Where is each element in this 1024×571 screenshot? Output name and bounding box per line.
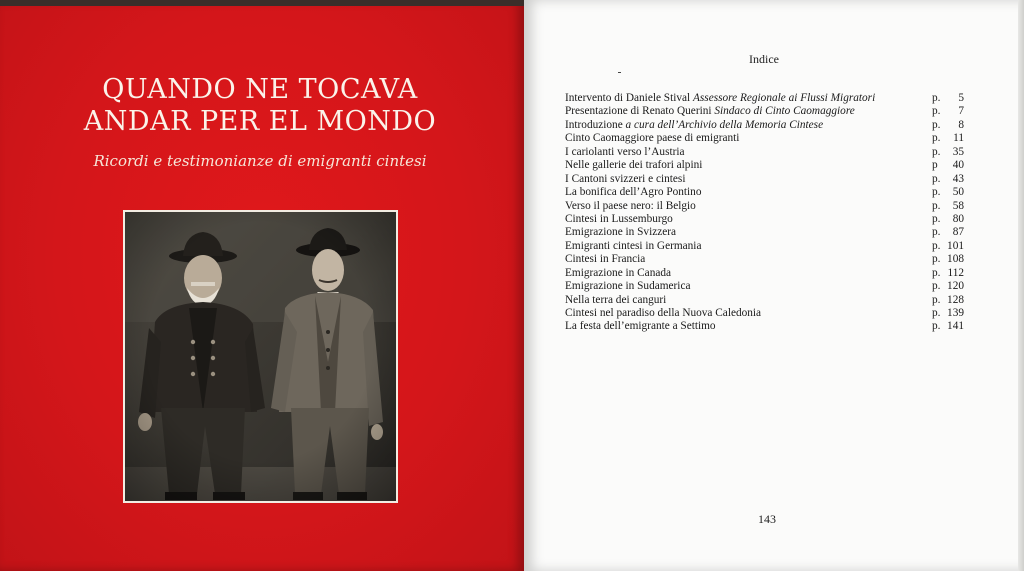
toc-entry-title-italic: Assessore Regionale ai Flussi Migratori — [693, 92, 876, 104]
page-heading: Indice — [749, 52, 779, 66]
table-of-contents — [565, 92, 995, 334]
toc-entry-page-number: 5 — [958, 92, 964, 104]
toc-entry-title — [565, 132, 739, 145]
toc-entry — [565, 132, 995, 145]
toc-entry — [565, 307, 995, 320]
toc-entry-title-text: Emigrazione in Sudamerica — [565, 280, 691, 293]
toc-entry-page-prefix: p. — [932, 212, 941, 225]
index-page — [524, 0, 1024, 571]
toc-entry-title-text: Nelle gallerie dei trafori alpini — [565, 159, 703, 172]
toc-entry-title — [565, 173, 685, 186]
toc-entry-page-number: 120 — [947, 280, 964, 293]
toc-entry-page-prefix: p. — [932, 226, 941, 239]
cover-title-line-1: QUANDO NE TOCAVA — [102, 74, 418, 105]
page-speck — [618, 72, 621, 73]
toc-entry — [565, 186, 995, 199]
toc-entry-title — [565, 267, 671, 280]
toc-entry-title — [565, 280, 690, 293]
toc-entry-title-text: Nella terra dei canguri — [565, 293, 667, 306]
toc-entry-title-text: Emigranti cintesi in Germania — [565, 239, 702, 252]
toc-entry-title — [565, 119, 823, 132]
toc-entry-title — [565, 159, 702, 172]
toc-entry — [565, 226, 995, 239]
toc-entry-title — [565, 200, 696, 213]
toc-entry-title-text: Cintesi nel paradiso della Nuova Caledonia — [565, 307, 762, 319]
toc-entry-title-text: I cariolanti verso l’Austria — [565, 145, 685, 158]
toc-entry — [565, 92, 995, 105]
toc-entry-title — [565, 320, 716, 333]
toc-entry-title — [565, 105, 855, 118]
toc-entry-title — [565, 186, 701, 199]
toc-entry-title-text: Emigrazione in Svizzera — [565, 226, 677, 239]
toc-entry — [565, 280, 995, 293]
toc-entry-page-number: 108 — [947, 253, 964, 266]
toc-entry-page-number: 43 — [952, 172, 964, 185]
toc-entry-page-prefix: p. — [932, 307, 941, 319]
toc-entry-page-number: 50 — [952, 186, 964, 199]
toc-entry-title — [565, 92, 875, 105]
toc-entry-title-text: Intervento di Daniele Stival — [565, 92, 693, 104]
toc-entry-page-prefix: p. — [932, 118, 941, 131]
toc-entry-title-italic: Sindaco di Cinto Caomaggiore — [714, 105, 855, 118]
toc-entry-page-number: 35 — [952, 145, 964, 158]
toc-entry-title-text: I Cantoni svizzeri e cintesi — [565, 172, 686, 185]
toc-entry-page-prefix: p. — [932, 92, 941, 104]
toc-entry-page-prefix: p. — [932, 132, 941, 145]
toc-entry-page-prefix: p. — [932, 320, 941, 333]
toc-entry — [565, 159, 995, 172]
toc-entry — [565, 267, 995, 280]
toc-entry-page-number: 7 — [958, 105, 964, 118]
toc-entry-page-prefix: p. — [932, 172, 941, 185]
toc-entry-title-text: Verso il paese nero: il Belgio — [565, 199, 696, 212]
toc-entry-page-prefix: p — [932, 159, 938, 172]
toc-entry-page-number: 128 — [947, 293, 964, 306]
toc-entry-title — [565, 253, 645, 266]
toc-entry-page-number: 11 — [953, 132, 964, 145]
toc-entry-title — [565, 226, 676, 239]
toc-entry-title — [565, 307, 761, 320]
toc-entry — [565, 105, 995, 118]
toc-entry-page-prefix: p. — [932, 199, 941, 212]
cover-subtitle: Ricordi e testimonianze di emigranti cintesi — [93, 152, 427, 170]
toc-entry-page-number: 112 — [947, 266, 964, 279]
toc-entry-title — [565, 213, 673, 226]
toc-entry-page-number: 87 — [952, 226, 964, 239]
toc-entry-title-text: La bonifica dell’Agro Pontino — [565, 186, 702, 199]
toc-entry-page-number: 58 — [952, 199, 964, 212]
cover-title-line-2: ANDAR PER EL MONDO — [83, 106, 437, 137]
toc-entry — [565, 213, 995, 226]
toc-entry — [565, 294, 995, 307]
toc-entry-page-number: 139 — [947, 307, 964, 319]
toc-entry-page-prefix: p. — [932, 293, 941, 306]
toc-entry-page-prefix: p. — [932, 145, 941, 158]
toc-entry-page-number: 8 — [958, 118, 964, 131]
toc-entry-title — [565, 146, 685, 159]
toc-entry-title-text: Cinto Caomaggiore paese di emigranti — [565, 132, 740, 145]
toc-entry-page-prefix: p. — [932, 280, 941, 293]
cover-top-edge — [0, 0, 524, 6]
toc-entry — [565, 253, 995, 266]
toc-entry-title-text: Emigrazione in Canada — [565, 266, 672, 279]
toc-entry-page-prefix: p. — [932, 266, 941, 279]
toc-entry-page-number: 141 — [947, 320, 964, 333]
two-men-portrait-photo-icon — [125, 212, 396, 501]
toc-entry-page-prefix: p. — [932, 253, 941, 266]
page-edge — [1018, 0, 1024, 571]
toc-entry-page-prefix: p. — [932, 186, 941, 199]
toc-entry-title-text: Introduzione — [565, 118, 626, 131]
page-number: 143 — [758, 512, 776, 526]
toc-entry — [565, 320, 995, 333]
toc-entry — [565, 173, 995, 186]
toc-entry — [565, 119, 995, 132]
toc-entry-title — [565, 240, 701, 253]
toc-entry-page-number: 101 — [947, 239, 964, 252]
toc-entry-page-prefix: p. — [932, 239, 941, 252]
toc-entry — [565, 240, 995, 253]
toc-entry-title-text: Cintesi in Lussemburgo — [565, 212, 673, 225]
cover-photo-frame — [123, 210, 398, 503]
toc-entry-title — [565, 294, 666, 307]
toc-entry — [565, 146, 995, 159]
toc-entry-page-prefix: p. — [932, 105, 941, 118]
toc-entry-title-text: Cintesi in Francia — [565, 253, 646, 266]
toc-entry-title-text: La festa dell’emigrante a Settimo — [565, 320, 716, 333]
toc-entry — [565, 200, 995, 213]
toc-entry-page-number: 40 — [952, 159, 964, 172]
cover-title — [0, 74, 520, 138]
toc-entry-title-text: Presentazione di Renato Querini — [565, 105, 715, 118]
toc-entry-title-italic: a cura dell’Archivio della Memoria Cintese — [625, 118, 824, 131]
toc-entry-page-number: 80 — [952, 212, 964, 225]
